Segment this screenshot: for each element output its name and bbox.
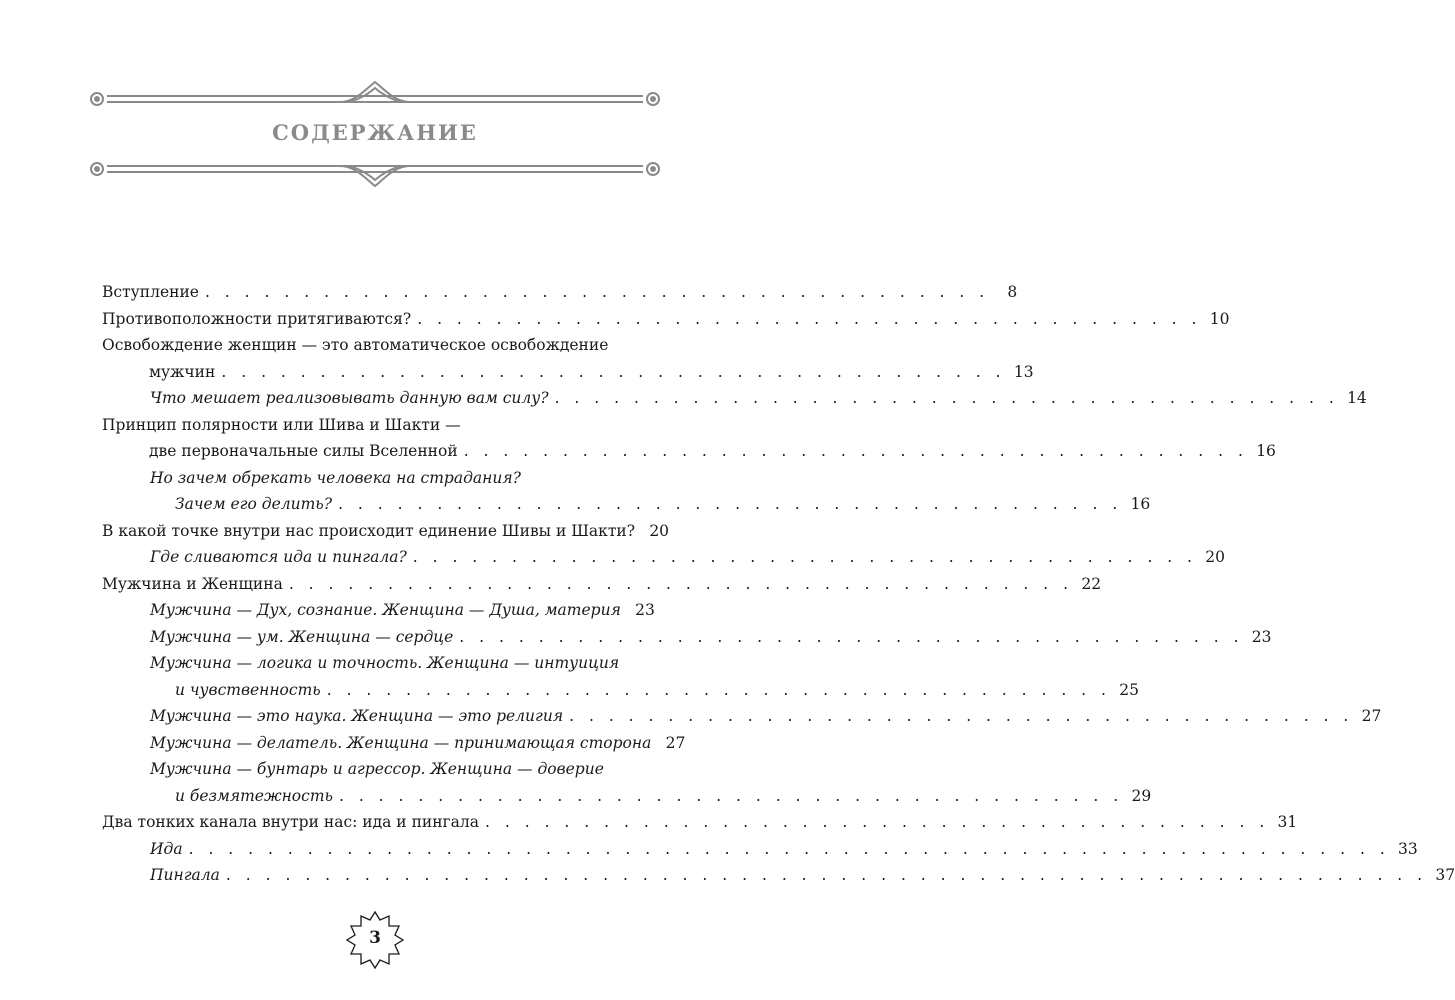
page-title: СОДЕРЖАНИЕ <box>272 120 478 145</box>
toc-entry-title: Мужчина — это наука. Женщина — это религия <box>150 707 564 725</box>
toc-subentry-line2[interactable] <box>102 495 1151 522</box>
dot-leader: . . . . . . . . . . . . . . . . . . . . . . . . . . . . . . . . . . . . . . . . <box>569 707 1354 725</box>
toc-entry-title: Освобождение женщин — это автоматическое освобождение <box>102 336 609 354</box>
toc-entry-title: Мужчина — делатель. Женщина — принимающая сторона <box>150 733 652 752</box>
toc-entry-page: 10 <box>1209 309 1230 328</box>
toc-subentry[interactable] <box>102 866 1455 893</box>
toc-entry-page: 16 <box>1130 495 1151 513</box>
toc-entry-line1[interactable] <box>102 416 650 443</box>
dot-leader: . . . . . . . . . . . . . . . . . . . . . . . . . . . . . . . . . . . . . . . . . . . . . . . . . . . . . . . . . . . . . <box>188 839 1390 858</box>
dot-leader: . . . . . . . . . . . . . . . . . . . . . . . . . . . . . . . . . . . . . . . . <box>412 548 1197 566</box>
dot-leader: . . . . . . . . . . . . . . . . . . . . . . . . . . . . . . . . . . . . . . . . <box>463 442 1248 460</box>
dot-leader: . . . . . . . . . . . . . . . . . . . . . . . . . . . . . . . . . . . . . . . . . . . . . . . . . . . . . . . . . . . . . <box>225 866 1428 884</box>
toc-entry-title-cont: и чувственность <box>175 680 321 699</box>
toc-entry-page: 22 <box>1081 574 1102 593</box>
toc-subentry[interactable] <box>102 839 1418 867</box>
dot-leader: . . . . . . . . . . . . . . . . . . . . . . . . . . . . . . . . . . . . . . . . <box>326 680 1111 699</box>
toc-entry-line2[interactable] <box>102 362 1034 390</box>
toc-entry-title: Мужчина — бунтарь и агрессор. Женщина — доверие <box>150 760 604 778</box>
toc-entry-page: 20 <box>1205 548 1225 566</box>
toc-subentry[interactable] <box>102 389 1367 416</box>
toc-entry-page: 27 <box>1361 707 1382 725</box>
toc-entry-page: 33 <box>1398 839 1418 858</box>
toc-entry-title: Пингала <box>150 866 220 884</box>
toc-entry-title: Что мешает реализовывать данную вам силу? <box>150 389 549 407</box>
toc-subentry-line1[interactable] <box>102 469 650 496</box>
toc-entry-page: 20 <box>649 521 670 540</box>
toc-entry-title-cont: две первоначальные силы Вселенной <box>149 442 458 460</box>
toc-subentry[interactable] <box>102 627 1272 655</box>
page-number-badge <box>343 908 407 972</box>
toc-entry-page: 13 <box>1013 362 1034 381</box>
toc-entry-title: В какой точке внутри нас происходит единение Шивы и Шакти? <box>102 521 636 540</box>
toc-entry-title: Мужчина — логика и точность. Женщина — интуиция <box>150 654 620 672</box>
toc-entry-page: 8 <box>1007 283 1018 301</box>
toc-entry-page: 16 <box>1256 442 1276 460</box>
toc-entry-title-cont: мужчин <box>149 362 216 381</box>
dot-leader: . . . . . . . . . . . . . . . . . . . . . . . . . . . . . . . . . . . . . . . . <box>554 389 1339 407</box>
toc-header <box>85 78 665 190</box>
toc-entry-page: 27 <box>665 733 686 752</box>
toc-entry-title: Мужчина — ум. Женщина — сердце <box>150 627 454 646</box>
toc-entry[interactable] <box>102 283 1018 310</box>
toc-subentry[interactable] <box>102 733 686 761</box>
dot-leader: . . . . . . . . . . . . . . . . . . . . . . . . . . . . . . . . . . . . . . . . <box>338 786 1124 805</box>
toc-entry-title-cont: и безмятежность <box>175 786 333 805</box>
toc-entry-line2[interactable] <box>102 442 1276 469</box>
dot-leader: . . . . . . . . . . . . . . . . . . . . . . . . . . . . . . . . . . . . . . . . <box>288 574 1074 593</box>
toc-entry-title: Принцип полярности или Шива и Шакти — <box>102 415 461 434</box>
dot-leader: . . . . . . . . . . . . . . . . . . . . . . . . . . . . . . . . . . . . . . . . <box>485 813 1270 831</box>
table-of-contents <box>102 283 1455 893</box>
toc-entry-title: Где сливаются ида и пингала? <box>150 548 407 566</box>
toc-entry-page: 23 <box>635 601 655 619</box>
page-number: 3 <box>369 928 381 948</box>
toc-entry-page: 25 <box>1119 680 1139 699</box>
toc-entry-page: 37 <box>1435 866 1455 884</box>
toc-entry[interactable] <box>102 813 1298 840</box>
toc-entry[interactable] <box>102 521 670 549</box>
toc-entry-title: Мужчина — Дух, сознание. Женщина — Душа, материя <box>150 601 621 619</box>
toc-entry-title: Мужчина и Женщина <box>102 574 283 593</box>
toc-entry-page: 29 <box>1131 786 1152 805</box>
toc-entry-line1[interactable] <box>102 336 650 363</box>
toc-subentry[interactable] <box>102 707 1382 734</box>
toc-subentry-line1[interactable] <box>102 760 650 787</box>
toc-subentry-line1[interactable] <box>102 654 650 681</box>
toc-subentry[interactable] <box>102 548 1225 575</box>
toc-entry-title: Два тонких канала внутри нас: ида и пингала <box>102 813 480 831</box>
toc-entry-title-cont: Зачем его делить? <box>175 495 333 513</box>
toc-entry-title: Противоположности притягиваются? <box>102 309 412 328</box>
toc-entry-title: Но зачем обрекать человека на страдания? <box>150 468 521 487</box>
dot-leader: . . . . . . . . . . . . . . . . . . . . . . . . . . . . . . . . . . . . . . . . <box>338 495 1123 513</box>
toc-entry-page: 14 <box>1347 389 1367 407</box>
dot-leader: . . . . . . . . . . . . . . . . . . . . . . . . . . . . . . . . . . . . . . . . <box>204 283 990 301</box>
dot-leader: . . . . . . . . . . . . . . . . . . . . . . . . . . . . . . . . . . . . . . . . <box>221 362 1006 381</box>
toc-entry-page: 31 <box>1277 813 1298 831</box>
toc-entry-title: Ида <box>150 839 183 858</box>
dot-leader: . . . . . . . . . . . . . . . . . . . . . . . . . . . . . . . . . . . . . . . . <box>417 309 1202 328</box>
dot-leader: . . . . . . . . . . . . . . . . . . . . . . . . . . . . . . . . . . . . . . . . <box>459 627 1244 646</box>
toc-entry-page: 23 <box>1251 627 1272 646</box>
toc-subentry[interactable] <box>102 601 655 628</box>
toc-subentry-line2[interactable] <box>102 680 1139 708</box>
toc-entry[interactable] <box>102 574 1102 602</box>
toc-entry[interactable] <box>102 309 1230 337</box>
toc-subentry-line2[interactable] <box>102 786 1152 814</box>
toc-entry-title: Вступление <box>102 283 199 301</box>
